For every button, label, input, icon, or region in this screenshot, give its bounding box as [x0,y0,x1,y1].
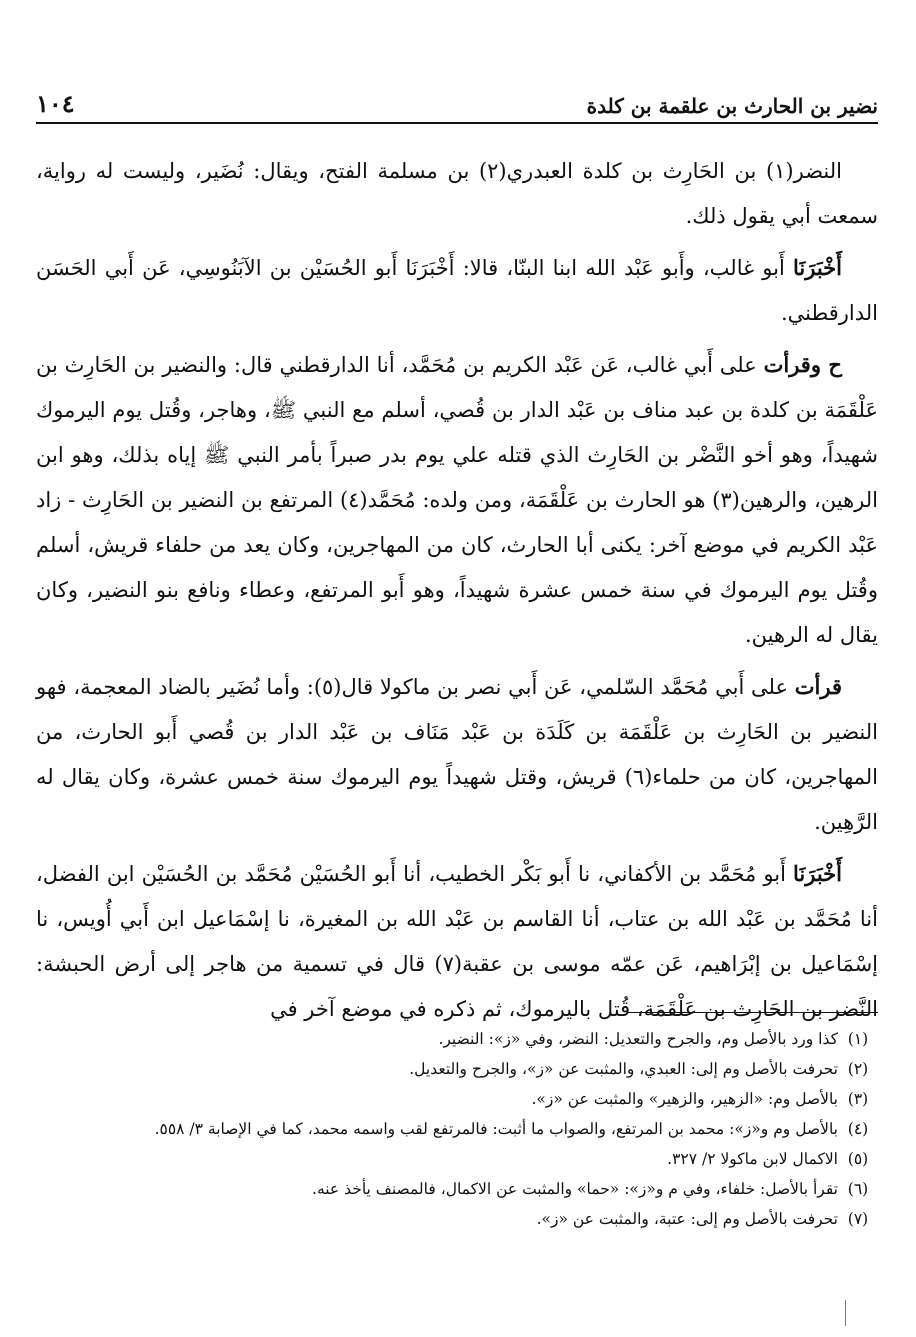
footnote-number: (٢) [847,1060,869,1078]
paragraph-text: أَبو مُحَمَّد بن الأكفاني، نا أَبو بَكْر الخطيب، أنا أَبو الحُسَيْن مُحَمَّد بن الحُسَيْن ابن الفضل، أنا مُحَمَّد بن عَبْد الله بن عتاب، أنا القاسم بن عَبْد الله بن المغيرة، نا إسْمَاعيل ابن أَبي أُويس، نا إسْمَاعيل بن إبْرَاهيم، عَن عمّه موسى بن عقبة(٧) قال في تسمية من هاجر إلى أرض الحبشة: النَّضر بن الحَارِث بن عَلْقَمَة، قُتل باليرموك، ثم ذكره في موضع آخر في [36,862,878,1021]
running-title: نضير بن الحارث بن علقمة بن كلدة [586,94,878,118]
main-text [36,148,878,1038]
paragraph-text: على أَبي غالب، عَن عَبْد الكريم بن مُحَمَّد، أنا الدارقطني قال: والنضير بن الحَارِث بن عَلْقَمَة بن كلدة بن عبد مناف بن عَبْد الدار بن قُصي، أسلم مع النبي ﷺ، وهاجر، وقُتل يوم اليرموك شهيداً، وهو أخو النَّضْر بن الحَارِث الذي قتله علي يوم بدر صبراً بأمر النبي ﷺ إياه بذلك، وهو ابن الرهين، والرهين(٣) هو الحارث بن عَلْقَمَة، ومن ولده: مُحَمَّد(٤) المرتفع بن النضير بن الحَارِث - زاد عَبْد الكريم في موضع آخر: يكنى أبا الحارث، كان من المهاجرين، وكان يعد من حلفاء قريش، أسلم وقُتل يوم اليرموك في سنة خمس عشرة شهيداً، وهو أَبو المرتفع، وعطاء ونافع بنو النضير، وكان يقال له الرهين. [36,353,878,647]
footnote-text: تحرفت بالأصل وم إلى: العبدي، والمثبت عن «ز»، والجرح والتعديل. [409,1060,838,1078]
footnote-number: (٥) [847,1150,869,1168]
footnote-number: (٤) [847,1120,869,1138]
footnote-text: بالأصل وم: «الزهير، والزهير» والمثبت عن «ز». [531,1090,838,1108]
footnote-text: الاكمال لابن ماكولا ٢/ ٣٢٧. [667,1150,838,1168]
footnote-number: (٧) [847,1210,869,1228]
paragraph-text: النضر(١) بن الحَارِث بن كلدة العبدري(٢) بن مسلمة الفتح، ويقال: نُضَير، وليست له رواية، سمعت أبي يقول ذلك. [36,159,878,228]
footnote-text: بالأصل وم و«ز»: محمد بن المرتفع، والصواب ما أثبت: فالمرتفع لقب واسمه محمد، كما في الإصابة ٣/ ٥٥٨. [154,1120,838,1138]
paragraph [36,664,878,845]
paragraph-lead: ح وقرأت [763,352,842,377]
page-number: ١٠٤ [36,89,75,118]
footnote-text: تقرأ بالأصل: خلفاء، وفي م و«ز»: «حما» والمثبت عن الاكمال، فالمصنف يأخذ عنه. [312,1180,838,1198]
footnote [36,1174,878,1204]
paragraph [36,342,878,658]
footnote [36,1204,878,1234]
footnote-number: (٦) [847,1180,869,1198]
margin-mark [845,1300,846,1326]
footnote-number: (١) [847,1030,869,1048]
paragraph-lead: قرأت [794,674,842,699]
footnote-separator [628,1012,878,1013]
paragraph-lead: أَخْبَرَنَا [793,861,842,886]
footnote-number: (٣) [847,1090,869,1108]
footnote [36,1084,878,1114]
footnote-text: كذا ورد بالأصل وم، والجرح والتعديل: النضر، وفي «ز»: النضير. [438,1030,838,1048]
footnote [36,1024,878,1054]
footnote-text: تحرفت بالأصل وم إلى: عتبة، والمثبت عن «ز». [536,1210,838,1228]
footnotes [36,1024,878,1234]
paragraph [36,148,878,239]
footnote [36,1144,878,1174]
paragraph-text: أَبو غالب، وأَبو عَبْد الله ابنا البنّا، قالا: أَخْبَرَنَا أَبو الحُسَيْن بن الآبَنُوسِي، عَن أَبي الحَسَن الدارقطني. [36,256,878,325]
paragraph-text: على أَبي مُحَمَّد السّلمي، عَن أَبي نصر بن ماكولا قال(٥): وأما نُضَير بالضاد المعجمة، فهو النضير بن الحَارِث بن عَلْقَمَة بن كَلَدَة بن عَبْد مَنَاف بن عَبْد الدار بن قُصي أَبو الحارث، من المهاجرين، كان من حلماء(٦) قريش، وقتل شهيداً يوم اليرموك سنة خمس عشرة، وكان يقال له الرَّهِين. [36,675,878,834]
paragraph-lead: أَخْبَرَنَا [793,255,842,280]
footnote [36,1114,878,1144]
paragraph [36,851,878,1032]
page-header [36,84,878,124]
footnote [36,1054,878,1084]
paragraph [36,245,878,336]
